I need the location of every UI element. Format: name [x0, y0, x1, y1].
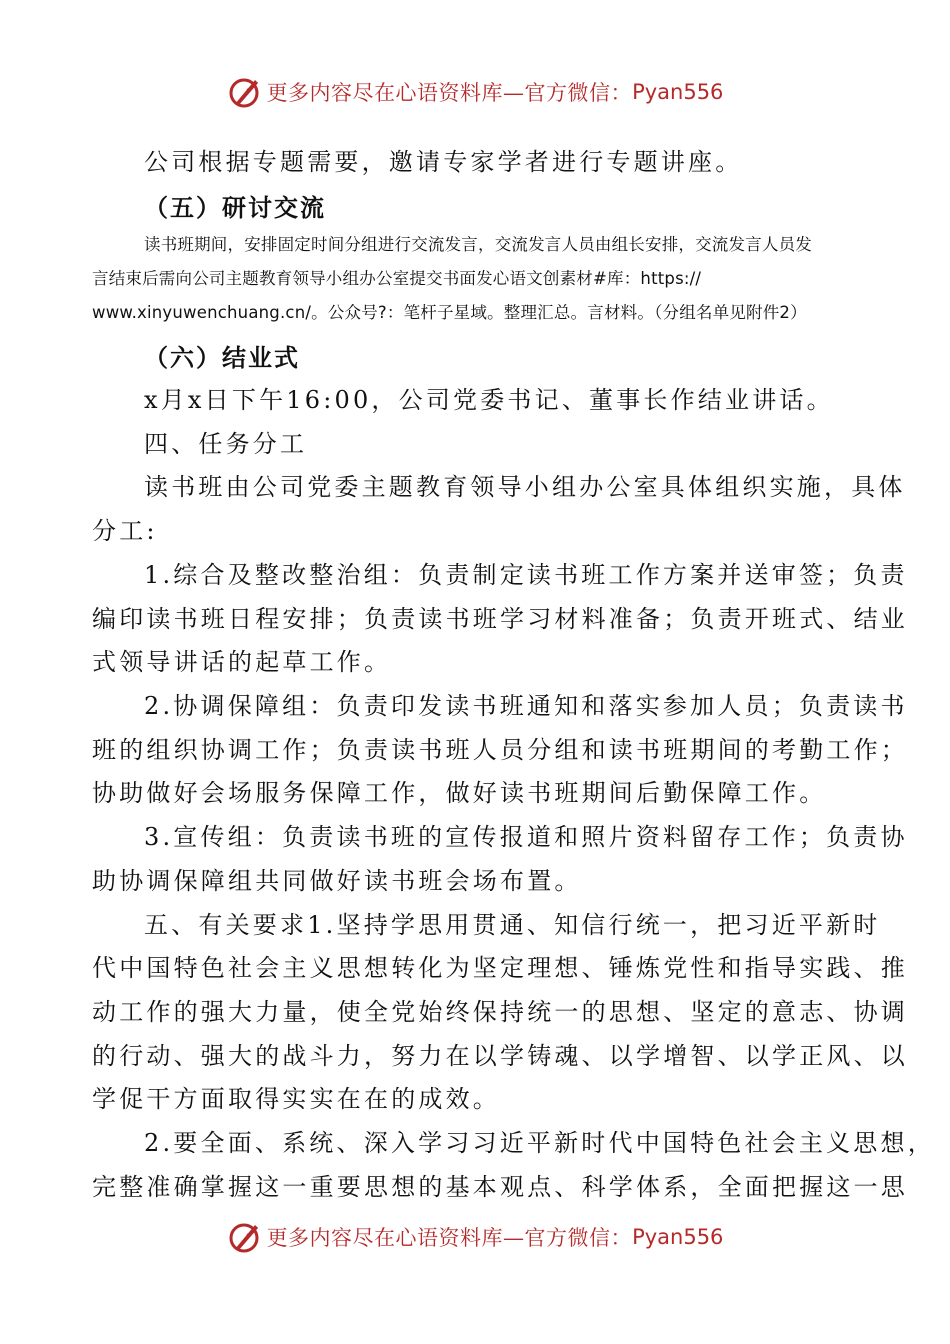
paragraph-line: 1.综合及整改整治组：负责制定读书班工作方案并送审签；负责 [144, 561, 908, 589]
paragraph-line: 分工: [92, 517, 158, 545]
paragraph-line: 代中国特色社会主义思想转化为坚定理想、锤炼党性和指导实践、推 [92, 954, 908, 982]
footer-banner [0, 1217, 950, 1257]
section-heading-4: 四、任务分工 [144, 430, 308, 458]
banner-text: 更多内容尽在心语资料库—官方微信： [266, 1226, 633, 1250]
paragraph-line-small: www.xinyuwenchuang.cn/。公众号?：笔杆子星域。整理汇总。言材料。（分组名单见附件2） [92, 303, 807, 322]
paragraph-line: 编印读书班日程安排；负责读书班学习材料准备；负责开班式、结业 [92, 605, 908, 633]
paragraph-line: 完整准确掌握这一重要思想的基本观点、科学体系，全面把握这一思 [92, 1173, 908, 1201]
paragraph-line: 的行动、强大的战斗力，努力在以学铸魂、以学增智、以学正风、以 [92, 1042, 908, 1070]
quill-logo-icon [227, 1219, 263, 1255]
banner-wechat-id: Pyan556 [632, 80, 724, 104]
quill-logo-icon [227, 74, 263, 110]
paragraph-line: 助协调保障组共同做好读书班会场布置。 [92, 867, 582, 895]
paragraph-line: 班的组织协调工作；负责读书班人员分组和读书班期间的考勤工作； [92, 736, 908, 764]
section-heading-6: （六）结业式 [144, 344, 300, 372]
section-heading-5: （五）研讨交流 [144, 194, 326, 222]
paragraph-line: 2.协调保障组：负责印发读书班通知和落实参加人员；负责读书 [144, 692, 908, 720]
paragraph-line: 式领导讲话的起草工作。 [92, 648, 392, 676]
paragraph-line: x月x日下午16:00，公司党委书记、董事长作结业讲话。 [144, 386, 834, 414]
banner-text: 更多内容尽在心语资料库—官方微信： [266, 81, 633, 105]
paragraph-line: 五、有关要求1.坚持学思用贯通、知信行统一，把习近平新时 [144, 911, 881, 939]
header-banner [0, 72, 950, 112]
paragraph-line: 学促干方面取得实实在在的成效。 [92, 1085, 500, 1113]
paragraph-line: 2.要全面、系统、深入学习习近平新时代中国特色社会主义思想， [144, 1129, 935, 1157]
paragraph-line: 3.宣传组：负责读书班的宣传报道和照片资料留存工作；负责协 [144, 823, 908, 851]
paragraph-line: 公司根据专题需要，邀请专家学者进行专题讲座。 [144, 148, 743, 176]
paragraph-line-small: 言结束后需向公司主题教育领导小组办公室提交书面发心语文创素材#库：https:// [92, 269, 702, 288]
banner-wechat-id: Pyan556 [632, 1225, 724, 1249]
paragraph-line: 动工作的强大力量，使全党始终保持统一的思想、坚定的意志、协调 [92, 998, 908, 1026]
paragraph-line: 协助做好会场服务保障工作，做好读书班期间后勤保障工作。 [92, 779, 827, 807]
paragraph-line-small: 读书班期间，安排固定时间分组进行交流发言，交流发言人员由组长安排，交流发言人员发 [144, 235, 812, 254]
paragraph-line: 读书班由公司党委主题教育领导小组办公室具体组织实施，具体 [144, 473, 906, 501]
